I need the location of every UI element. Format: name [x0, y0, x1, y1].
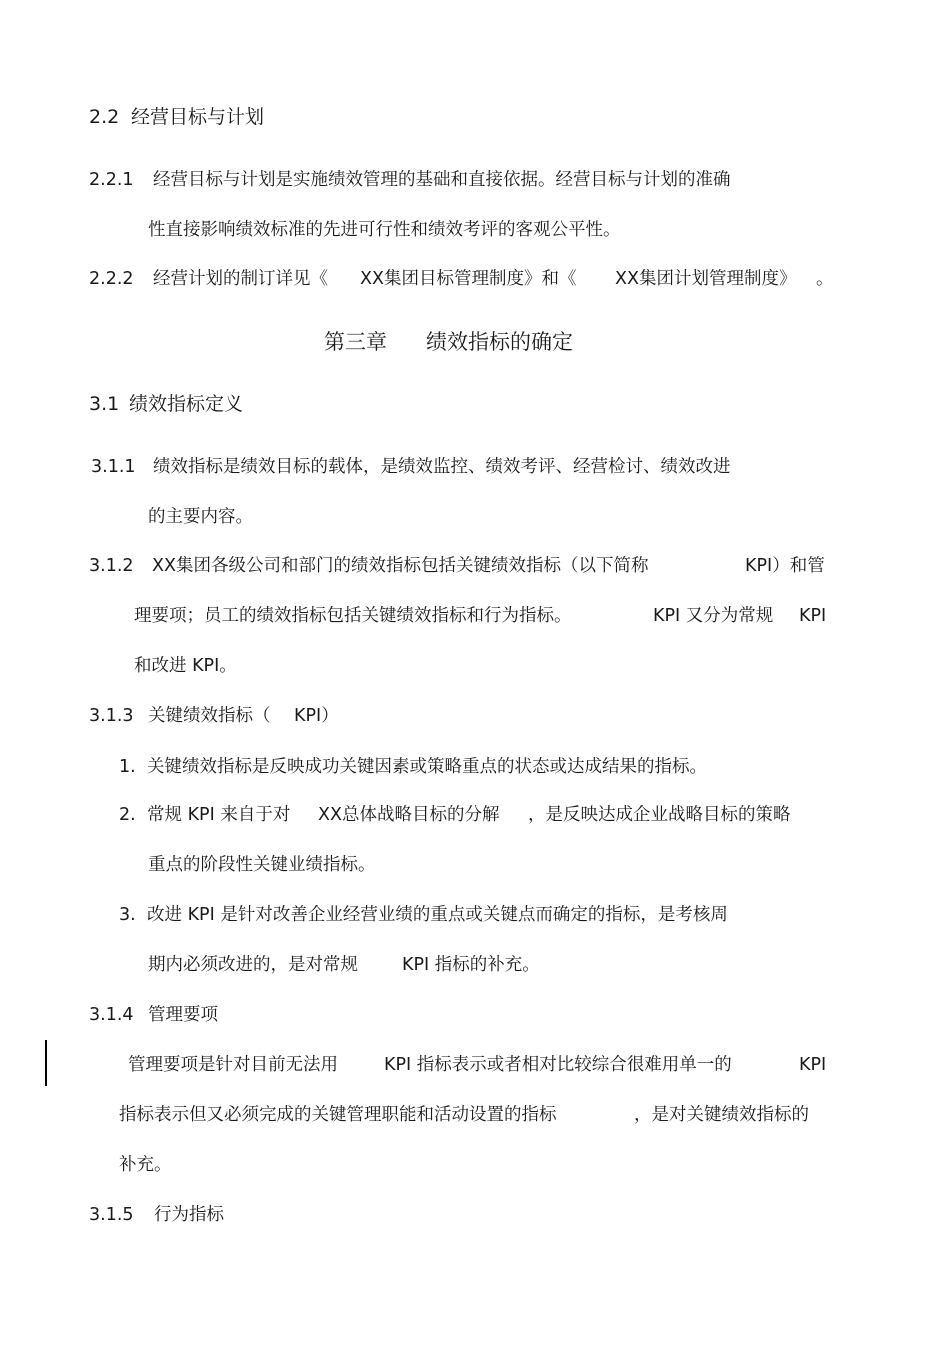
- clause-2-2-1-line1: 经营目标与计划是实施绩效管理的基础和直接依据。经营目标与计划的准确: [153, 170, 731, 190]
- section-2-2-number: 2.2: [89, 106, 120, 128]
- clause-3-1-4-number: 3.1.4: [89, 1005, 134, 1025]
- clause-3-1-4-title: 管理要项: [148, 1005, 218, 1025]
- list-item-text: XX总体战略目标的分解: [318, 805, 500, 825]
- list-item-text: 关键绩效指标是反映成功关键因素或策略重点的状态或达成结果的指标。: [147, 757, 707, 777]
- chapter-3-label: 第三章: [324, 330, 387, 354]
- list-item-text: ，是反映达成企业战略目标的策略: [528, 805, 791, 825]
- clause-3-1-1-line1: 绩效指标是绩效目标的载体，是绩效监控、绩效考评、经营检讨、绩效改进: [153, 457, 731, 477]
- clause-3-1-1-number: 3.1.1: [91, 457, 136, 477]
- list-item-number: 3.: [119, 905, 136, 925]
- clause-3-1-2-line2a: 理要项；员工的绩效指标包括关键绩效指标和行为指标。: [134, 606, 572, 626]
- clause-3-1-1-line2: 的主要内容。: [148, 507, 253, 527]
- clause-3-1-5-number: 3.1.5: [89, 1205, 134, 1225]
- list-item-text: 重点的阶段性关键业绩指标。: [148, 855, 376, 875]
- clause-2-2-2-text-a: 经营计划的制订详见《: [153, 269, 328, 289]
- clause-3-1-5-title: 行为指标: [154, 1205, 224, 1225]
- clause-3-1-4-line3: 补充。: [119, 1155, 172, 1175]
- section-2-2-title: 经营目标与计划: [131, 106, 265, 128]
- chapter-3-title: 绩效指标的确定: [426, 330, 573, 354]
- clause-3-1-4-line1b: KPI 指标表示或者相对比较综合很难用单一的: [384, 1055, 732, 1075]
- clause-2-2-2-text-b: XX集团目标管理制度》和《: [360, 269, 577, 289]
- clause-3-1-3-title-b: KPI）: [294, 706, 339, 726]
- list-item-text: 改进 KPI 是针对改善企业经营业绩的重点或关键点而确定的指标，是考核周: [147, 905, 728, 925]
- list-item-text: KPI 指标的补充。: [402, 955, 540, 975]
- clause-2-2-1-line2: 性直接影响绩效标准的先进可行性和绩效考评的客观公平性。: [148, 220, 621, 240]
- section-3-1-title: 绩效指标定义: [129, 393, 244, 415]
- clause-3-1-3-title-a: 关键绩效指标（: [148, 706, 271, 726]
- clause-3-1-4-line2b: ，是对关键绩效指标的: [634, 1105, 809, 1125]
- clause-3-1-3-number: 3.1.3: [89, 706, 134, 726]
- change-bar: [45, 1040, 47, 1086]
- clause-3-1-2-line2c: KPI: [799, 606, 827, 626]
- clause-3-1-2-line1b: KPI）和管: [745, 556, 825, 576]
- clause-2-2-2-text-c: XX集团计划管理制度》: [615, 269, 797, 289]
- clause-2-2-2-number: 2.2.2: [89, 269, 134, 289]
- clause-3-1-2-line1a: XX集团各级公司和部门的绩效指标包括关键绩效指标（以下简称: [152, 556, 649, 576]
- clause-2-2-1-number: 2.2.1: [89, 170, 134, 190]
- clause-3-1-2-line3: 和改进 KPI。: [134, 656, 237, 676]
- clause-3-1-4-line1a: 管理要项是针对目前无法用: [128, 1055, 338, 1075]
- list-item-number: 1.: [119, 757, 136, 777]
- clause-3-1-2-line2b: KPI 又分为常规: [653, 606, 774, 626]
- clause-2-2-2-text-d: 。: [816, 269, 834, 289]
- section-3-1-number: 3.1: [89, 393, 120, 415]
- clause-3-1-4-line2a: 指标表示但又必须完成的关键管理职能和活动设置的指标: [119, 1105, 557, 1125]
- list-item-text: 期内必须改进的，是对常规: [148, 955, 358, 975]
- list-item-text: 常规 KPI 来自于对: [147, 805, 291, 825]
- clause-3-1-2-number: 3.1.2: [89, 556, 134, 576]
- clause-3-1-4-line1c: KPI: [799, 1055, 827, 1075]
- list-item-number: 2.: [119, 805, 136, 825]
